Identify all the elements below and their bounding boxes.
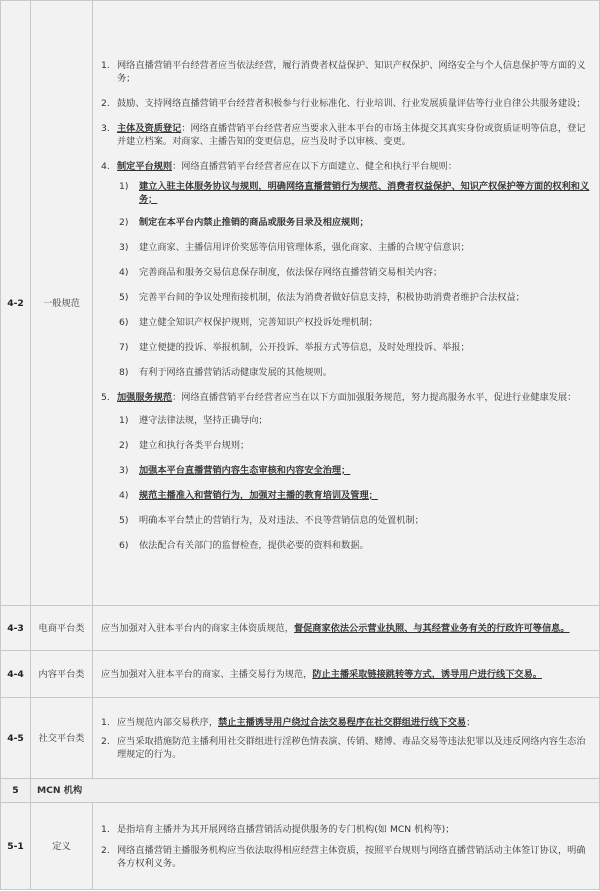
list-item	[101, 122, 591, 148]
sub-text: 完善平台间的争议处理衔接机制，依法为消费者做好信息支持，积极协助消费者维护合法权益；	[139, 291, 525, 303]
row-text-emphasis: 防止主播采取链接跳转等方式，诱导用户进行线下交易。	[312, 668, 542, 680]
item-heading: 制定平台规则	[117, 160, 173, 172]
sub-text: 建立健全知识产权保护规则，完善知识产权投诉处理机制；	[139, 316, 378, 328]
sub-item	[101, 266, 591, 279]
item-body: ：网络直播营销平台经营者应在以下方面建立、健全和执行平台规则：	[172, 160, 457, 172]
sub-number: 4)	[119, 266, 129, 278]
section-title: MCN 机构	[31, 779, 600, 803]
row-id: 4-3	[1, 606, 31, 651]
sub-text: 有利于网络直播营销活动健康发展的其他规则。	[139, 366, 332, 378]
item-number: 5.	[101, 391, 110, 403]
list-item	[101, 716, 591, 729]
row-id: 4-2	[1, 1, 31, 606]
list-item	[101, 160, 591, 173]
item-text: 鼓励、支持网络直播营销平台经营者积极参与行业标准化、行业培训、行业发展质量评估等行业自律公共服务建设；	[117, 97, 586, 109]
item-body: ：网络直播营销平台经营者应当在以下方面加强服务规范，努力提高服务水平，促进行业健康发展：	[172, 391, 577, 403]
section-id: 5	[1, 779, 31, 803]
table-row	[1, 1, 600, 606]
item-emphasis: 禁止主播诱导用户绕过合法交易程序在社交群组进行线下交易	[218, 716, 467, 728]
sub-text: 制定在本平台内禁止推销的商品或服务目录及相应规则；	[139, 216, 369, 228]
row-text: 应当加强对入驻本平台内的商家主体资质规范，	[101, 622, 294, 634]
sub-text: 依法配合有关部门的监督检查，提供必要的资料和数据。	[139, 539, 369, 551]
row-content	[93, 698, 600, 779]
row-id: 4-5	[1, 698, 31, 779]
sub-number: 2)	[119, 439, 129, 451]
item-text	[117, 160, 591, 173]
item-number: 4.	[101, 160, 110, 172]
row-category: 定义	[31, 803, 93, 890]
item-number: 2.	[101, 844, 110, 856]
sub-text: 加强本平台直播营销内容生态审核和内容安全治理；	[139, 464, 351, 476]
table-row	[1, 698, 600, 779]
sub-text: 建立商家、主播信用评价奖惩等信用管理体系，强化商家、主播的合规守信意识；	[139, 241, 470, 253]
list-item	[101, 735, 591, 761]
sub-item	[101, 316, 591, 329]
sub-number: 3)	[119, 241, 129, 253]
list-item	[101, 823, 591, 836]
row-category: 内容平台类	[31, 651, 93, 698]
row-text: 应当加强对入驻本平台的商家、主播交易行为规范，	[101, 668, 313, 680]
item-body: 应当规范内部交易秩序，	[117, 716, 219, 728]
item-end: ；	[466, 716, 476, 728]
item-text	[117, 122, 591, 148]
table-row	[1, 606, 600, 651]
item-number: 1.	[101, 716, 110, 728]
sub-number: 5)	[119, 514, 129, 526]
item-heading: 主体及资质登记	[117, 122, 182, 134]
item-text: 应当采取措施防范主播利用社交群组进行淫秽色情表演、传销、赌博、毒品交易等违法犯罪以及违反网络内容生态治理规定的行为。	[117, 735, 586, 760]
table-row	[1, 651, 600, 698]
row-text-emphasis: 督促商家依法公示营业执照、与其经营业务有关的行政许可等信息。	[293, 622, 570, 634]
list-item	[101, 97, 591, 110]
item-heading: 加强服务规范	[117, 391, 173, 403]
item-body: ：网络直播营销平台经营者应当要求入驻本平台的市场主体提交其真实身份或资质证明等信息，登记并建立档案。对商家、主播告知的变更信息，应当及时予以审核、变更。	[117, 122, 586, 147]
sub-item	[101, 439, 591, 452]
sub-text: 建立入驻主体服务协议与规则，明确网络直播营销行为规范、消费者权益保护、知识产权保护等方面的权利和义务；	[139, 180, 590, 205]
sub-item	[101, 366, 591, 379]
row-content	[93, 803, 600, 890]
sub-item	[101, 514, 591, 527]
sub-item	[101, 414, 591, 427]
sub-number: 6)	[119, 316, 129, 328]
item-number: 2.	[101, 735, 110, 747]
sub-item	[101, 241, 591, 254]
sub-number: 1)	[119, 414, 129, 426]
item-text: 网络直播营销平台经营者应当依法经营，履行消费者权益保护、知识产权保护、网络安全与个人信息保护等方面的义务；	[117, 59, 586, 84]
item-number: 3.	[101, 122, 110, 134]
row-category: 社交平台类	[31, 698, 93, 779]
item-number: 1.	[101, 823, 110, 835]
item-text	[117, 391, 591, 404]
sub-item	[101, 180, 591, 206]
sub-number: 6)	[119, 539, 129, 551]
item-text: 网络直播营销主播服务机构应当依法取得相应经营主体资质，按照平台规则与网络直播营销活动主体签订协议，明确各方权利义务。	[117, 844, 586, 869]
list-item	[101, 59, 591, 85]
section-row	[1, 779, 600, 803]
item-text: 是指培育主播并为其开展网络直播营销活动提供服务的专门机构(如 MCN 机构等)；	[117, 823, 455, 835]
row-category: 电商平台类	[31, 606, 93, 651]
sub-number: 4)	[119, 489, 129, 501]
sub-item	[101, 539, 591, 552]
sub-item	[101, 216, 591, 229]
row-id: 4-4	[1, 651, 31, 698]
sub-item	[101, 464, 591, 477]
sub-number: 8)	[119, 366, 129, 378]
sub-number: 2)	[119, 216, 129, 228]
row-content	[93, 606, 600, 651]
list-item	[101, 844, 591, 870]
sub-text: 遵守法律法规，坚持正确导向；	[139, 414, 268, 426]
sub-text: 完善商品和服务交易信息保存制度，依法保存网络直播营销交易相关内容；	[139, 266, 443, 278]
sub-number: 1)	[119, 180, 129, 192]
item-text	[117, 716, 591, 729]
row-content	[93, 1, 600, 606]
sub-text: 建立便捷的投诉、举报机制，公开投诉、举报方式等信息，及时处理投诉、举报；	[139, 341, 470, 353]
table-row	[1, 803, 600, 890]
sub-text: 规范主播准入和营销行为，加强对主播的教育培训及管理；	[139, 489, 378, 501]
sub-item	[101, 341, 591, 354]
sub-item	[101, 489, 591, 502]
row-content	[93, 651, 600, 698]
list-item	[101, 391, 591, 404]
sub-number: 5)	[119, 291, 129, 303]
row-category: 一般规范	[31, 1, 93, 606]
sub-text: 明确本平台禁止的营销行为，及对违法、不良等营销信息的处置机制；	[139, 514, 424, 526]
item-number: 2.	[101, 97, 110, 109]
sub-number: 7)	[119, 341, 129, 353]
sub-number: 3)	[119, 464, 129, 476]
sub-text: 建立和执行各类平台规则；	[139, 439, 250, 451]
item-number: 1.	[101, 59, 110, 71]
sub-item	[101, 291, 591, 304]
row-id: 5-1	[1, 803, 31, 890]
